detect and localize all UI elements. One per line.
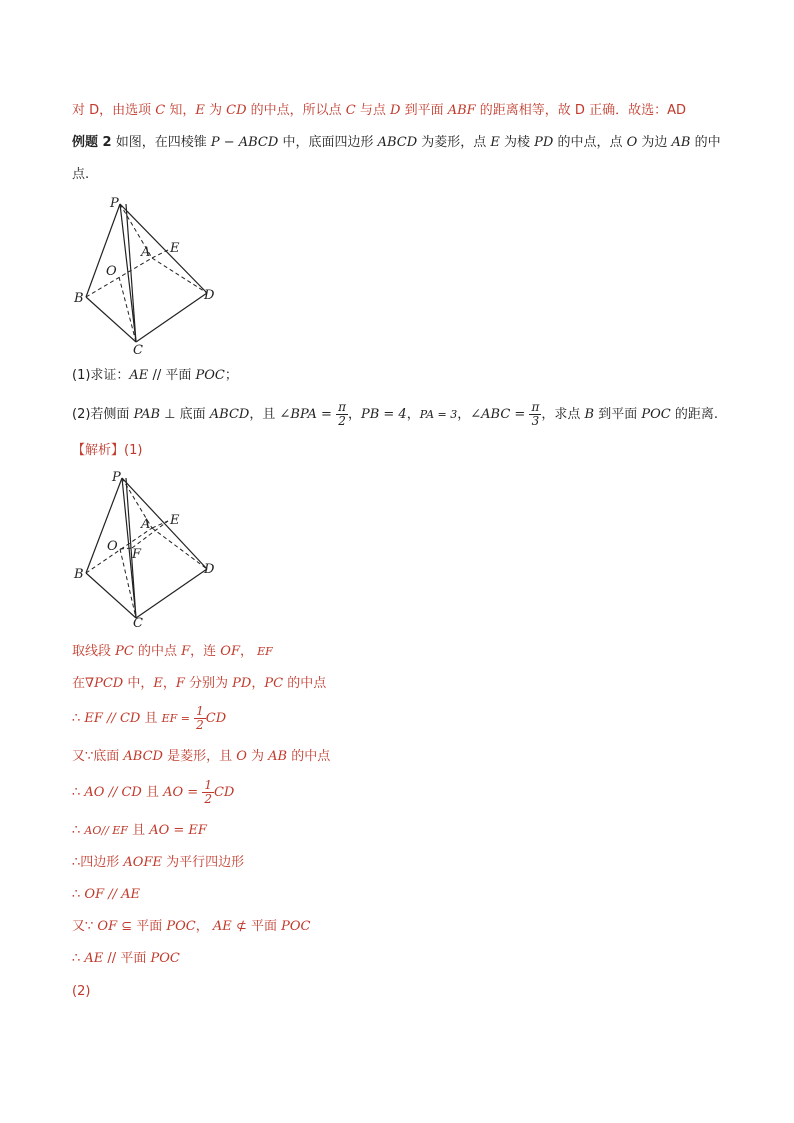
step-3: ∴ EF // CD 且 EF = $\frac{1}{2}$ CD (72, 704, 227, 732)
label-o: O (107, 539, 118, 554)
label-p: P (112, 470, 121, 485)
label-d: D (204, 562, 215, 577)
step-7: ∴四边形 AOFE 为平行四边形 (72, 855, 245, 870)
solution-header: 【解析】(1) (72, 443, 143, 458)
fraction-pi-over-2: $\frac{\pi}{2}$ (338, 400, 346, 428)
fraction-one-half: $\frac{1}{2}$ (204, 778, 212, 806)
step-2: 在∇PCD 中，E，F 分别为 PD，PC 的中点 (72, 676, 327, 691)
step-6: ∴ AO// EF 且 AO = EF (72, 823, 207, 838)
example-statement-cont: 点. (72, 167, 90, 182)
part-2-label: (2) (72, 984, 91, 999)
label-c: C (133, 616, 143, 631)
example-statement: 例题 2 如图，在四棱锥 P − ABCD 中，底面四边形 ABCD 为菱形，点 E 为棱 PD 的中点，点 O 为边 AB 的中 (72, 135, 721, 150)
label-a: A (141, 517, 151, 532)
question-1: (1)求证：AE // 平面 POC； (72, 368, 238, 383)
label-d: D (204, 288, 215, 303)
question-2: (2)若侧面 PAB ⊥ 底面 ABCD，且 ∠BPA = $\frac{\pi}{2}$ ，PB = 4，PA = 3，∠ABC = $\frac{\pi}{3}$ ，求点 B 到平面 POC 的距离. (72, 400, 718, 428)
label-b: B (74, 567, 84, 582)
label-o: O (106, 264, 117, 279)
label-a: A (141, 245, 151, 260)
fraction-pi-over-3: $\frac{\pi}{3}$ (531, 400, 540, 428)
label-b: B (74, 291, 84, 306)
pyramid-figure-2 (70, 466, 230, 636)
label-c: C (133, 343, 143, 358)
step-10: ∴ AE // 平面 POC (72, 951, 180, 966)
label-e: E (170, 513, 180, 528)
step-8: ∴ OF // AE (72, 887, 140, 902)
step-9: 又∵ OF ⊆ 平面 POC， AE ⊄ 平面 POC (72, 919, 311, 934)
step-1: 取线段 PC 的中点 F，连 OF， EF (72, 644, 273, 659)
step-4: 又∵底面 ABCD 是菱形，且 O 为 AB 的中点 (72, 749, 331, 764)
label-p: P (110, 196, 119, 211)
pyramid-figure-1 (70, 190, 230, 360)
label-e: E (170, 241, 180, 256)
step-5: ∴ AO // CD 且 AO = $\frac{1}{2}$ CD (72, 778, 235, 806)
conclusion-line: 对 D，由选项 C 知，E 为 CD 的中点，所以点 C 与点 D 到平面 ABF 的距离相等，故 D 正确．故选：AD (72, 103, 686, 118)
label-f: F (132, 547, 142, 562)
fraction-one-half: $\frac{1}{2}$ (196, 704, 204, 732)
example-label: 例题 2 (72, 135, 112, 150)
